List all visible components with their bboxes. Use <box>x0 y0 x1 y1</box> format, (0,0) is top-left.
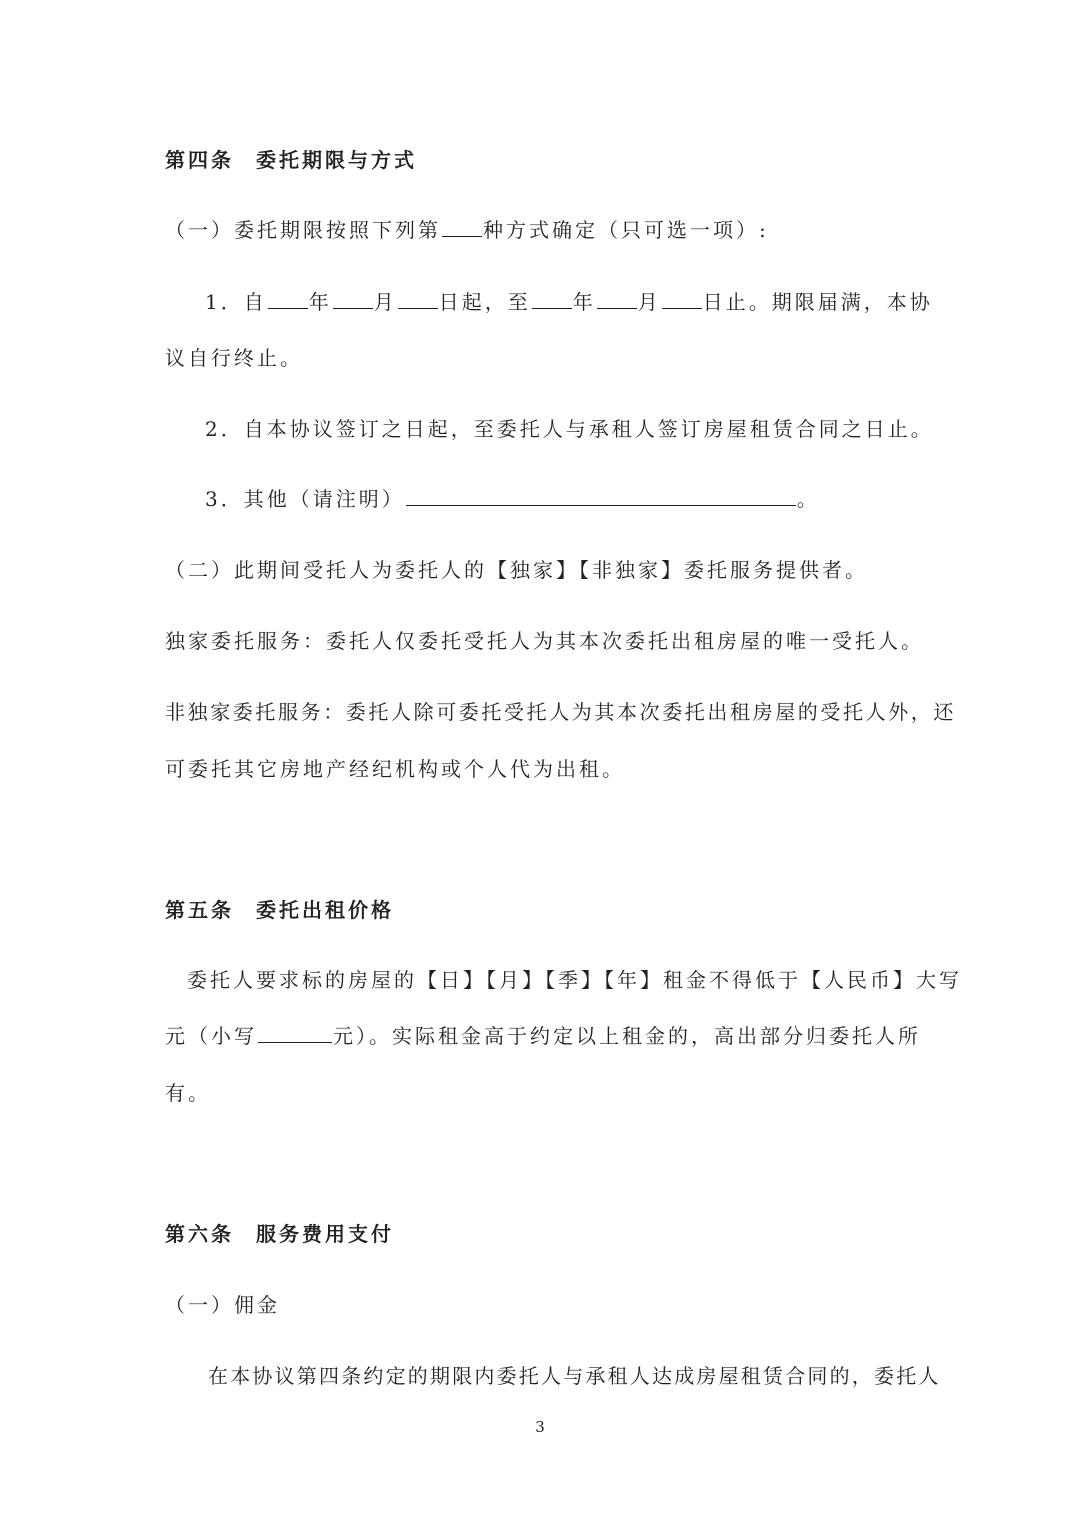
article5-line2: 元（小写 元）。实际租金高于约定以上租金的，高出部分归委托人所 <box>165 1024 921 1048</box>
fill-blank-end-year[interactable] <box>532 290 572 309</box>
article5-heading-number: 第五条 <box>165 898 234 922</box>
fill-blank-other[interactable] <box>406 487 796 506</box>
exclusive-definition: 独家委托服务：委托人仅委托受托人为其本次委托出租房屋的唯一受托人。 <box>165 629 924 653</box>
article6-line1: 在本协议第四条约定的期限内委托人与承租人达成房屋租赁合同的，委托人 <box>208 1364 941 1388</box>
article5-line1: 委托人要求标的房屋的【日】【月】【季】【年】租金不得低于【人民币】大写 <box>187 968 962 992</box>
article4-item1: 1．自 年 月 日起，至 年 月 日止。期限届满，本协 <box>205 290 933 314</box>
article6-sub1: （一）佣金 <box>165 1293 280 1317</box>
article4-heading <box>165 148 417 172</box>
article5-heading <box>165 898 394 922</box>
fill-blank-end-month[interactable] <box>597 290 637 309</box>
article5-line3: 有。 <box>165 1081 211 1105</box>
fill-blank-start-day[interactable] <box>398 290 438 309</box>
fill-blank-start-month[interactable] <box>333 290 373 309</box>
fill-blank-rent-amount[interactable] <box>258 1024 332 1043</box>
article4-heading-number: 第四条 <box>165 148 234 172</box>
page-number: 3 <box>535 1418 545 1436</box>
fill-blank-method[interactable] <box>442 218 482 237</box>
fill-blank-end-day[interactable] <box>662 290 702 309</box>
article4-item1-continued: 议自行终止。 <box>165 346 303 370</box>
article4-para1: （一）委托期限按照下列第 种方式确定（只可选一项）: <box>165 218 769 242</box>
nonexclusive-definition-line2: 可委托其它房地产经纪机构或个人代为出租。 <box>165 757 625 781</box>
nonexclusive-definition-line1: 非独家委托服务：委托人除可委托受托人为其本次委托出租房屋的受托人外，还 <box>165 700 956 724</box>
article4-item3: 3．其他（请注明） 。 <box>205 487 820 511</box>
article4-item2: 2．自本协议签订之日起，至委托人与承租人签订房屋租赁合同之日止。 <box>205 417 934 441</box>
article4-para2: （二）此期间受托人为委托人的【独家】【非独家】委托服务提供者。 <box>165 558 868 582</box>
article6-heading <box>165 1222 394 1246</box>
fill-blank-start-year[interactable] <box>268 290 308 309</box>
article4-heading-title: 委托期限与方式 <box>256 148 417 172</box>
article6-heading-title: 服务费用支付 <box>256 1222 394 1246</box>
article6-heading-number: 第六条 <box>165 1222 234 1246</box>
article5-heading-title: 委托出租价格 <box>256 898 394 922</box>
